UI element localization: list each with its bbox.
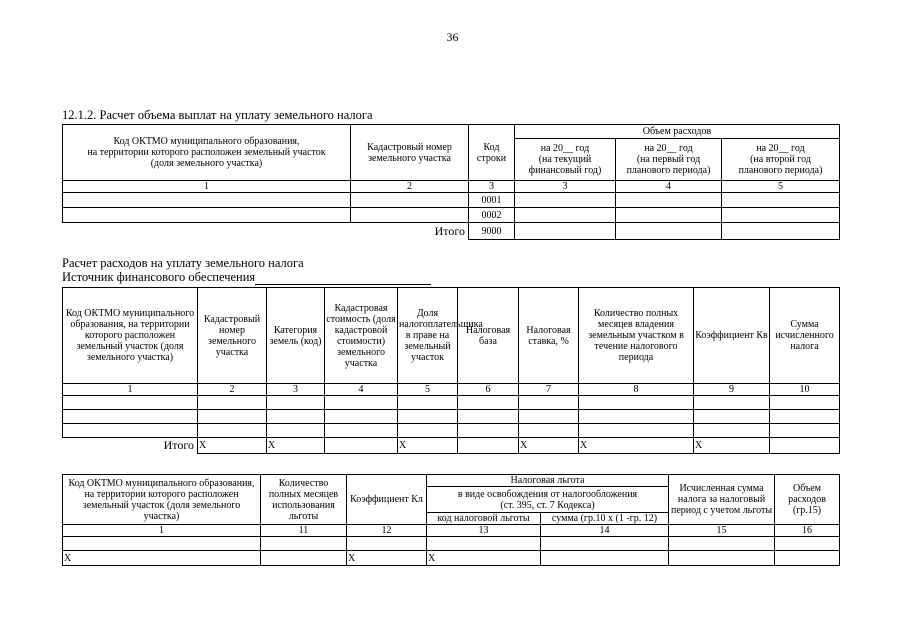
header-volume: Объем расходов (гр.15) [775,475,840,525]
total-label: Итого [434,223,465,238]
section1-title: 12.1.2. Расчет объема выплат на уплату земельного налога [62,108,373,122]
header-oktmo: Код ОКТМО муниципального образования, на территории которого расположен земельный участок (доля земельного участка) [63,288,198,384]
header-tax-rate: Налоговая ставка, % [519,288,579,384]
table-row [63,424,840,438]
total-row [63,223,840,240]
header-benefit: Налоговая льгота [427,475,669,487]
header-cadastral-value: Кадастровая стоимость (доля кадастровой стоимости) земельного участка [325,288,398,384]
total-label: Итого [163,438,194,453]
table-row [63,537,840,551]
total-row [63,438,840,454]
page-number: 36 [446,30,459,44]
column-numbers-row: 1 2 3 4 5 6 7 8 9 10 [63,384,840,396]
funding-source-label: Источник финансового обеспечения [62,270,256,284]
table-row [63,410,840,424]
cross-mark: X [519,438,579,454]
cross-mark: X [198,438,267,454]
funding-source [62,270,431,285]
column-numbers-row: 1 11 12 13 14 15 16 [63,525,840,537]
table-row [63,396,840,410]
cross-mark: X [398,438,458,454]
total-row [63,551,840,566]
header-benefit-exemption: в виде освобождения от налогообложения (ст. 395, ст. 7 Кодекса) [427,487,669,513]
header-calculated: Исчисленная сумма налога за налоговый период с учетом льготы [669,475,775,525]
header-tax-sum: Сумма исчисленного налога [770,288,840,384]
row-code: 0002 [469,208,515,223]
tax-benefit-table [62,474,840,566]
table-row [63,208,840,223]
header-benefit-code: код налоговой льготы [427,513,541,525]
cross-mark: X [347,551,427,566]
header-oktmo: Код ОКТМО муниципального образования, на территории которого расположен земельный участок (доля земельного участка) [63,475,261,525]
tax-calculation-table [62,287,840,454]
header-year-current: на 20__ год (на текущий финансовый год) [515,139,616,181]
cross-mark: X [694,438,770,454]
header-year-second: на 20__ год (на второй год планового периода) [722,139,840,181]
header-code: Код строки [469,125,515,181]
table-row [63,193,840,208]
total-code: 9000 [469,223,515,240]
column-numbers-row: 1 2 3 3 4 5 [63,181,840,193]
cross-mark: X [427,551,541,566]
header-months: Количество полных месяцев владения земельным участком в течение налогового периода [579,288,694,384]
funding-source-field[interactable] [255,283,431,285]
header-coefficient-kl: Коэффициент Кл [347,475,427,525]
header-share: Доля налогоплательщика в праве на земельный участок [398,288,458,384]
header-year-first: на 20__ год (на первый год планового периода) [616,139,722,181]
header-coefficient-kv: Коэффициент Кв [694,288,770,384]
header-category: Категория земель (код) [267,288,325,384]
header-oktmo: Код ОКТМО муниципального образования, на территории которого расположен земельный участок (доля земельного участка) [63,125,351,181]
cross-mark: X [267,438,325,454]
header-months: Количество полных месяцев использования льготы [261,475,347,525]
cross-mark: X [579,438,694,454]
row-code: 0001 [469,193,515,208]
volume-table [62,124,840,240]
header-cadastral: Кадастровый номер земельного участка [198,288,267,384]
header-cadastral: Кадастровый номер земельного участка [351,125,469,181]
header-benefit-sum: сумма (гр.10 х (1 -гр. 12) [541,513,669,525]
header-volume: Объем расходов [515,125,840,139]
header-row [63,288,840,384]
header-tax-base: Налоговая база [458,288,519,384]
section2-title: Расчет расходов на уплату земельного налога [62,256,304,270]
cross-mark: X [63,551,261,566]
